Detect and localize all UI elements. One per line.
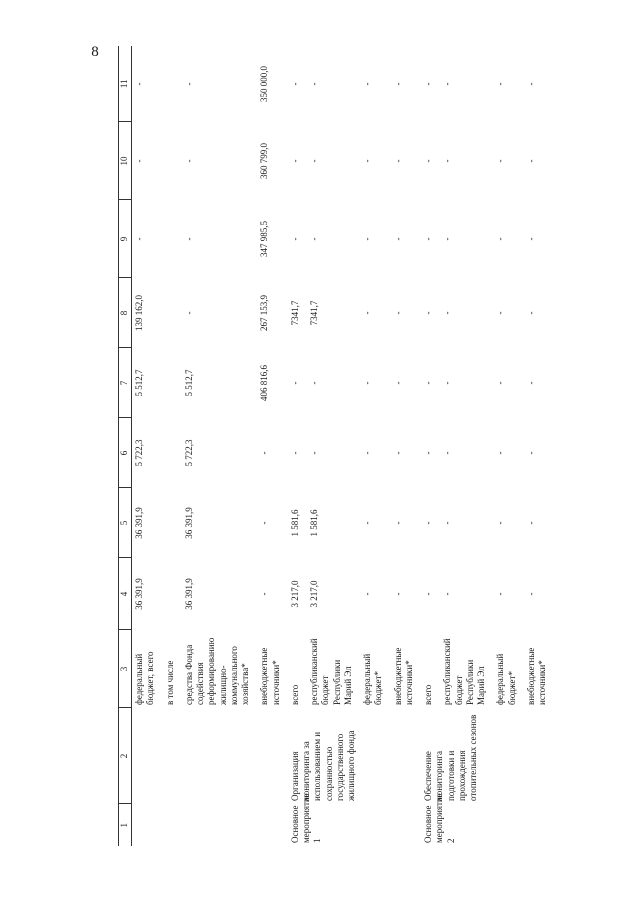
value-cell: - [392,521,403,525]
event-name-cell: Основное мероприятие 1 [289,793,323,843]
value-cell: - [423,159,433,163]
table-row [421,46,440,846]
value-cell: 350 000,0 [259,66,270,102]
funding-source-cell: средства Фонда содействия реформированию жилищно-коммунального хозяйства* [183,637,250,705]
value-cell: - [259,592,270,596]
value-cell: 139 162,0 [134,295,144,331]
value-cell: - [309,159,319,163]
value-cell [163,488,182,558]
value-cell: - [362,592,372,596]
value-cell: - [525,592,536,596]
value-cell: - [423,82,433,86]
value-cell: - [259,451,270,455]
col-header: 11 [119,46,132,122]
col-header: 5 [119,488,132,558]
value-cell: - [289,381,300,385]
funding-source-cell: республиканский бюджет Республики Марий Эл [442,638,486,705]
value-cell: 360 799,0 [259,143,270,179]
value-cell: - [362,311,372,315]
value-cell: 347 985,5 [259,221,270,257]
value-cell: - [392,311,403,315]
value-cell: - [442,592,453,596]
col-header: 6 [119,418,132,488]
funding-source-cell: внебюджетные источники* [525,647,547,705]
value-cell: - [525,451,536,455]
value-cell: - [442,82,453,86]
header-row [119,46,132,846]
value-cell: - [362,381,372,385]
value-cell [163,122,182,200]
value-cell: - [525,311,536,315]
value-cell: 36 391,9 [134,507,144,539]
value-cell: - [392,592,403,596]
table-body [132,46,555,846]
rotated-table-area [118,46,639,846]
value-cell: 7341,7 [309,300,319,326]
value-cell: - [495,311,506,315]
value-cell: 5 722,3 [134,439,144,467]
value-cell: - [423,521,433,525]
col-header: 7 [119,348,132,418]
value-cell: 36 391,9 [183,507,194,539]
value-cell: - [442,451,453,455]
event-description-cell [132,708,288,804]
value-cell [163,278,182,348]
funding-source-cell: всего [423,684,433,705]
value-cell: - [362,451,372,455]
value-cell: 406 816,6 [259,365,270,401]
col-header: 2 [119,708,132,804]
col-header: 4 [119,558,132,630]
value-cell: 5 512,7 [134,369,144,397]
value-cell: 267 153,9 [259,295,270,331]
value-cell: 5 722,3 [183,439,194,467]
value-cell: - [289,82,300,86]
value-cell: - [525,521,536,525]
value-cell: - [392,82,403,86]
funding-source-cell: федеральный бюджет* [495,653,517,705]
value-cell: - [442,159,453,163]
col-header: 8 [119,278,132,348]
value-cell: - [183,311,194,315]
page-number: 8 [91,44,99,60]
event-description-cell: Организация мониторинга за использованием и сохранностью государственного жилищного фонда [289,730,356,801]
value-cell: - [289,159,300,163]
value-cell: - [392,159,403,163]
value-cell: - [289,451,300,455]
funding-source-cell: в том числе [164,660,175,705]
funding-source-cell: федеральный бюджет* [362,653,384,705]
value-cell: - [392,237,403,241]
event-name-cell: Основное мероприятие 2 [423,793,456,843]
value-cell: - [309,451,319,455]
value-cell [163,418,182,488]
value-cell: 3 217,0 [289,580,300,608]
value-cell: - [442,381,453,385]
value-cell [163,200,182,278]
col-header: 3 [119,630,132,708]
value-cell: - [423,381,433,385]
value-cell: - [183,237,194,241]
value-cell: 36 391,9 [134,578,144,610]
value-cell: 5 512,7 [183,369,194,397]
value-cell: - [495,592,506,596]
value-cell: - [362,82,372,86]
value-cell: - [309,82,319,86]
value-cell: - [392,451,403,455]
funding-source-cell: федеральный бюджет, всего [134,651,156,705]
value-cell: - [362,159,372,163]
table-row [288,46,307,846]
col-header: 10 [119,122,132,200]
value-cell: - [442,237,453,241]
value-cell: - [392,381,403,385]
value-cell: - [495,159,506,163]
value-cell [163,46,182,122]
value-cell: - [495,451,506,455]
value-cell: - [134,237,144,241]
value-cell: - [423,237,433,241]
event-name-cell [132,804,288,846]
value-cell: - [309,237,319,241]
funding-source-cell: республиканский бюджет Республики Марий Эл [309,638,353,705]
value-cell: - [423,592,433,596]
value-cell [163,348,182,418]
value-cell: - [525,237,536,241]
funding-source-cell: внебюджетные источники* [392,647,414,705]
value-cell: - [362,237,372,241]
table-row [132,46,163,846]
value-cell: - [495,381,506,385]
funding-source-cell: внебюджетные источники* [259,647,281,705]
value-cell: - [362,521,372,525]
value-cell: - [289,237,300,241]
value-cell: - [495,82,506,86]
value-cell [163,558,182,630]
funding-source-cell: всего [289,684,300,705]
value-cell: 7341,7 [289,300,300,326]
value-cell: - [423,451,433,455]
value-cell: - [442,311,453,315]
value-cell: 1 581,6 [309,509,319,537]
col-header: 1 [119,804,132,846]
value-cell: - [525,159,536,163]
budget-table [118,46,554,846]
col-header: 9 [119,200,132,278]
value-cell: 36 391,9 [183,578,194,610]
value-cell: - [183,82,194,86]
value-cell: - [183,159,194,163]
value-cell: - [442,521,453,525]
value-cell: - [134,159,144,163]
event-description-cell: Обеспечение мониторинга подготовки и прохождения отопительных сезонов [423,714,478,801]
value-cell: - [495,237,506,241]
value-cell: - [309,381,319,385]
value-cell: - [134,82,144,86]
value-cell: - [525,381,536,385]
value-cell: - [495,521,506,525]
value-cell: - [259,521,270,525]
value-cell: 3 217,0 [309,580,319,608]
value-cell: - [525,82,536,86]
value-cell: - [423,311,433,315]
value-cell: 1 581,6 [289,509,300,537]
